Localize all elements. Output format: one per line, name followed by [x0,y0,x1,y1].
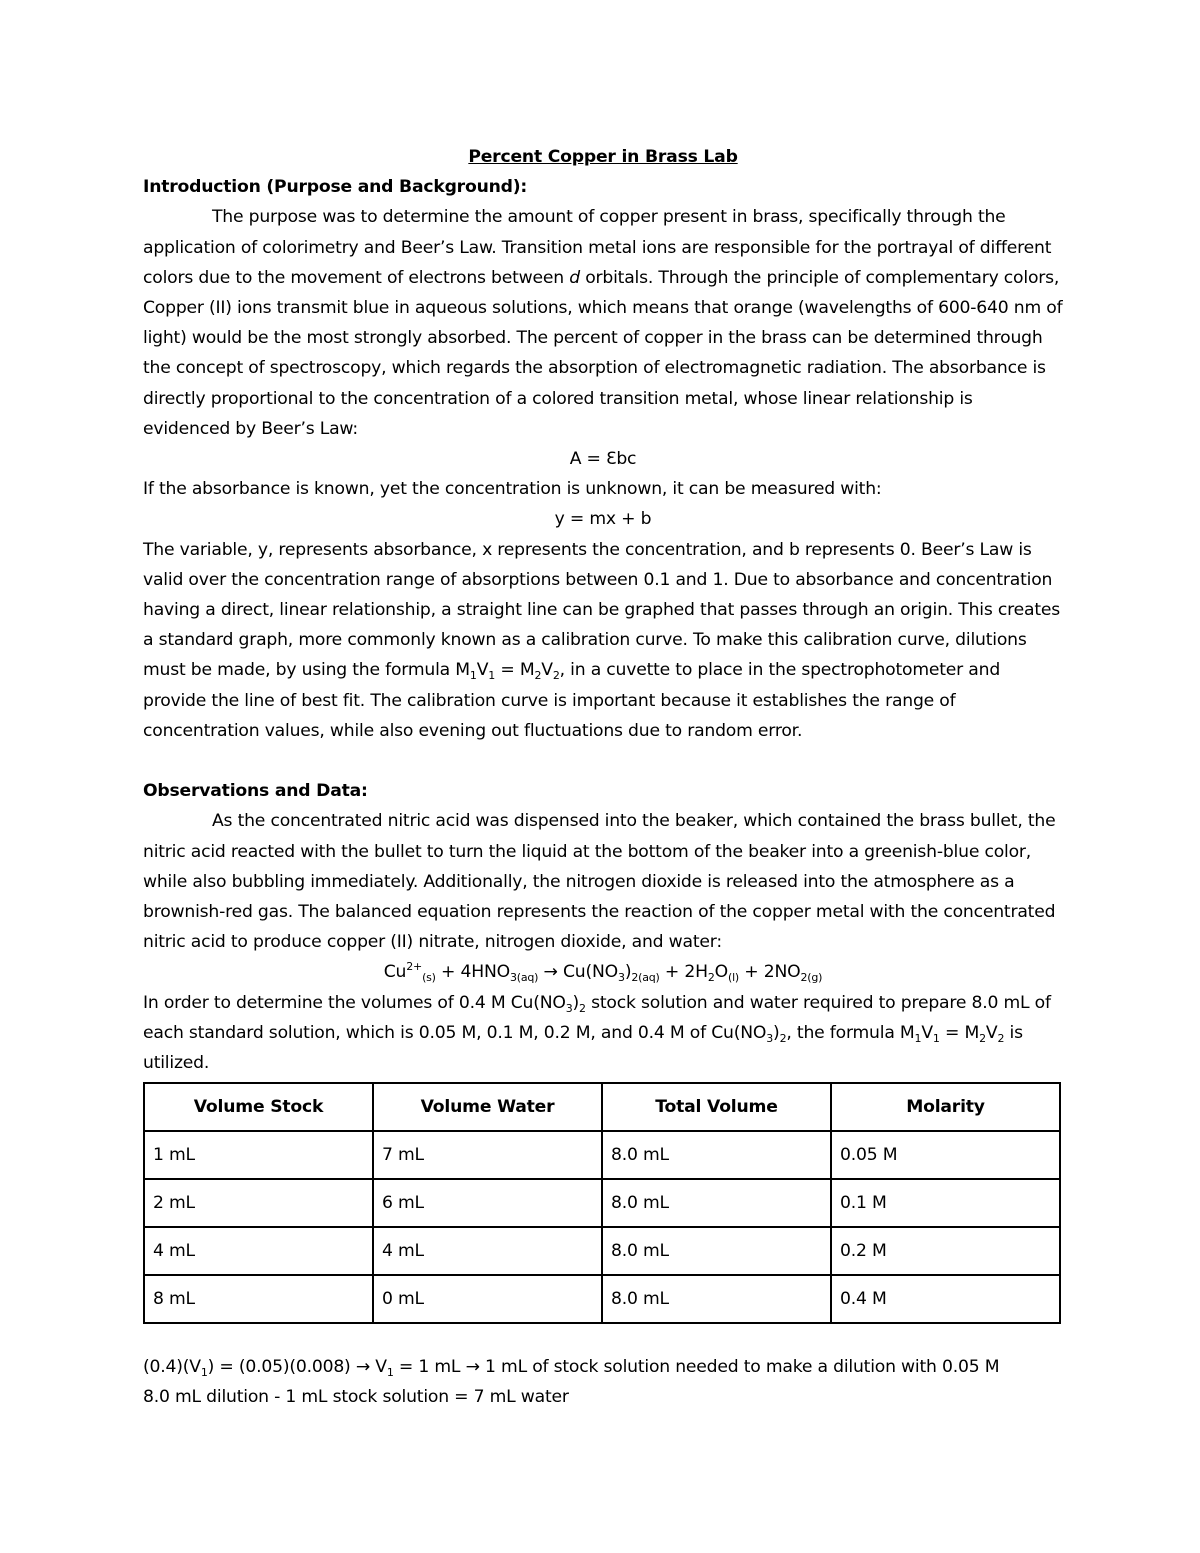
table-cell: 7 mL [373,1131,602,1179]
linear-equation: y = mx + b [554,509,652,530]
table-header-row [144,1083,1060,1131]
intro-paragraph: The purpose was to determine the amount of copper present in brass, specifically through the application of colorimetry and Beer’s Law. Transition metal ions are responsible for the portrayal of different colors due to the movement of electrons between d orbitals. Through the principle of complementary colors, Copper (II) ions transmit blue in aqueous solutions, which means that orange (wavelengths of 600-640 nm of light) would be the most strongly absorbed. The percent of copper in the brass can be determined through the concept of spectroscopy, which regards the absorption of electromagnetic radiation. The absorbance is directly proportional to the concentration of a colored transition metal, whose linear relationship is evidenced by Beer’s Law: [143,207,1063,439]
observations-paragraph: As the concentrated nitric acid was dispensed into the beaker, which contained the brass bullet, the nitric acid reacted with the bullet to turn the liquid at the bottom of the beaker into a greenish-blue color, while also bubbling immediately. Additionally, the nitrogen dioxide is released into the atmosphere as a brownish-red gas. The balanced equation represents the reaction of the copper metal with the concentrated nitric acid to produce copper (II) nitrate, nitrogen dioxide, and water: [143,811,1056,953]
beers-law-equation: A = Ɛbc [569,449,637,469]
intro-paragraph-3: The variable, y, represents absorbance, x represents the concentration, and b represents 0. Beer’s Law is valid over the concentration range of absorptions between 0.1 and 1. Due to absorbance and concentration having a direct, linear relationship, a straight line can be graphed that passes through an origin. This creates a standard graph, more commonly known as a calibration curve. To make this calibration curve, dilutions must be made, by using the formula $M_1V_1 = M_2V_2$, in a cuvette to place in the spectrophotometer and provide the line of best fit. The calibration curve is important because it establishes the range of concentration values, while also evening out fluctuations due to random error. [143,539,1060,741]
table-row [144,1131,1060,1179]
table-cell: 8.0 mL [602,1179,831,1227]
intro-heading: Introduction (Purpose and Background): [143,177,528,198]
column-header: Volume Stock [144,1083,373,1131]
table-cell: 0.1 M [831,1179,1060,1227]
document-page [143,142,1063,1413]
table-row [144,1275,1060,1323]
column-header: Volume Water [373,1083,602,1131]
table-cell: 1 mL [144,1131,373,1179]
observations-section [143,806,1063,1078]
column-header: Total Volume [602,1083,831,1131]
table-cell: 4 mL [373,1227,602,1275]
table-cell: 2 mL [144,1179,373,1227]
reaction-equation: $Cu^{2+}_{(s)} + 4HNO_{3(aq)} \to Cu(NO_3)_{2(aq)} + 2H_2O_{(l)} + 2NO_{2(g)}$ [383,960,823,985]
table-cell: 8.0 mL [602,1275,831,1323]
column-header: Molarity [831,1083,1060,1131]
table-row [144,1227,1060,1275]
d-orbital-italic: d [569,267,580,288]
table-cell: 4 mL [144,1227,373,1275]
table-cell: 6 mL [373,1179,602,1227]
document-title: Percent Copper in Brass Lab [468,147,738,167]
dilution-table [143,1082,1061,1324]
table-cell: 0.4 M [831,1275,1060,1323]
calculation-line-2: 8.0 mL dilution - 1 mL stock solution = 7 mL water [143,1387,569,1408]
table-cell: 8.0 mL [602,1227,831,1275]
table-cell: 0 mL [373,1275,602,1323]
intro-section [143,202,1063,746]
table-cell: 8 mL [144,1275,373,1323]
table-cell: 0.2 M [831,1227,1060,1275]
observations-paragraph-2: In order to determine the volumes of 0.4 M $Cu(NO_3)_2$ stock solution and water required to prepare 8.0 mL of each standard solution, which is 0.05 M, 0.1 M, 0.2 M, and 0.4 M of $Cu(NO_3)_2$, the formula $M_1V_1 = M_2V_2$ is utilized. [143,992,1051,1074]
observations-heading: Observations and Data: [143,781,368,802]
table-cell: 8.0 mL [602,1131,831,1179]
table-row [144,1179,1060,1227]
intro-paragraph-2: If the absorbance is known, yet the concentration is unknown, it can be measured with: [143,479,882,500]
calculation-line-1: $(0.4)(V_1) = (0.05)(0.008) \to V_1 = 1$ mL → 1 mL of stock solution needed to make a dilution with 0.05 M [143,1357,1000,1380]
calculation-section [143,1352,1063,1412]
table-cell: 0.05 M [831,1131,1060,1179]
